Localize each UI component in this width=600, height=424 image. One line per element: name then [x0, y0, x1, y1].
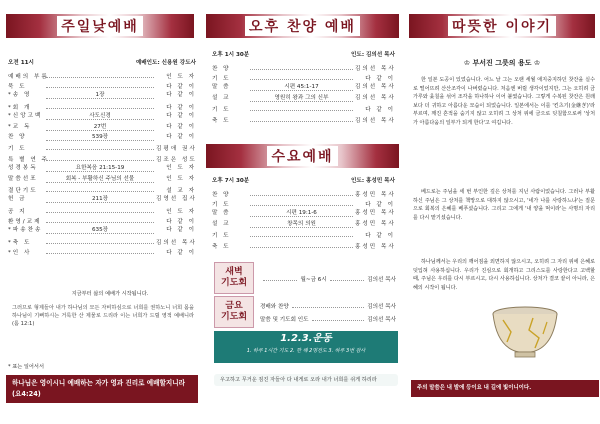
service-item-label: 기 도 — [212, 107, 231, 114]
service-row — [8, 205, 196, 215]
service-item-label: 말 씀 — [212, 84, 231, 91]
wednesday-meta — [212, 176, 395, 187]
service-item-detail — [250, 103, 353, 111]
service-row — [212, 219, 395, 229]
service-item-leader: 홍성민 목사 — [355, 220, 396, 227]
service-item-detail — [250, 62, 353, 70]
service-row — [8, 142, 196, 152]
service-row — [212, 103, 395, 113]
service-item-detail — [250, 114, 353, 122]
service-row — [212, 114, 395, 124]
service-item-detail: 211장 — [46, 195, 154, 203]
afternoon-order-of-service — [212, 50, 395, 124]
dawn-prayer-line — [260, 275, 396, 283]
service-item-leader: 다 같 이 — [365, 75, 395, 82]
middle-column — [206, 0, 399, 424]
service-item-label: 기 도 — [212, 201, 231, 208]
right-column — [405, 0, 600, 424]
service-item-detail — [250, 72, 353, 80]
service-item-label: *교 독 — [8, 123, 32, 130]
service-item-detail — [46, 184, 154, 192]
friday-who-1: 김의선 목사 — [367, 304, 396, 310]
service-item-leader: 인 도 자 — [166, 165, 196, 172]
service-row — [8, 111, 196, 121]
service-row — [8, 122, 196, 132]
service-item-leader: 설 교 자 — [166, 187, 196, 194]
service-item-label: *신앙고백 — [8, 113, 43, 120]
service-item-label: 공 지 — [8, 208, 27, 215]
bottom-quote-middle: 우고하고 무거운 짐진 자들아 다 내게로 오라 내가 너희를 쉬게 하리라 — [214, 374, 398, 386]
story-paragraph-2: 베드로는 주님을 세 번 부인한 깊은 상처를 지닌 사람이었습니다. 그러나 부활하신 주님은 그 상처를 책망으로 대하지 않으시고, '네가 나를 사랑하느냐'는 질문으로 회복의 은혜를 베푸셨습니다. 그리고 그에게 '내 양을 먹이라'는 사명의 자리를 다시 맡기셨습니다. — [413, 189, 595, 221]
afternoon-service-header — [206, 14, 399, 38]
service-item-leader: 다 같 이 — [166, 123, 196, 130]
service-item-label: 찬 양 — [212, 65, 231, 72]
friday-item-1: 경배와 찬양 — [260, 304, 289, 310]
service-item-label: 기 도 — [212, 233, 231, 240]
service-row — [8, 70, 196, 80]
service-row — [8, 163, 196, 173]
service-item-label: 묵 도 — [8, 83, 27, 90]
service-item-leader: 김평애 권사 — [156, 146, 197, 153]
sunday-time: 오전 11시 — [8, 60, 34, 66]
service-item-leader: 다 같 이 — [365, 233, 395, 240]
service-item-leader: 다 같 이 — [166, 133, 196, 140]
service-item-detail — [46, 236, 154, 244]
service-item-label: 말 씀 — [212, 210, 231, 217]
service-item-detail: 시편 19:1-6 — [250, 209, 353, 217]
service-item-label: 찬 양 — [212, 191, 231, 198]
service-item-detail: 창목의 의원 — [250, 220, 353, 228]
friday-prayer-label: 금요 기도회 — [214, 296, 254, 328]
service-item-detail — [46, 142, 154, 150]
service-item-label: *인 사 — [8, 250, 32, 257]
service-item-detail: 635장 — [46, 226, 154, 234]
service-item-detail: 요한복음 21:15-19 — [46, 164, 154, 172]
service-row — [8, 80, 196, 90]
service-item-detail — [46, 215, 154, 223]
friday-line-2 — [260, 315, 396, 323]
service-item-leader: 홍성민 목사 — [355, 210, 396, 217]
closing-line: 지금부터 삶의 예배가 시작됩니다. — [71, 291, 149, 297]
service-item-label: 축 도 — [212, 243, 231, 250]
service-item-label: 헌 금 — [8, 196, 27, 203]
afternoon-rows — [212, 62, 395, 124]
dawn-who: 김의선 목사 — [367, 277, 397, 283]
service-item-leader: 다 같 이 — [166, 250, 196, 257]
sunday-order-of-service — [8, 58, 196, 257]
service-row — [212, 62, 395, 72]
service-item-leader: 다 같 이 — [166, 92, 196, 99]
service-row — [212, 240, 395, 250]
service-row — [212, 208, 395, 218]
sunday-leaders: 예배인도: 신용원 강도사 — [135, 60, 196, 66]
service-row — [8, 90, 196, 100]
service-row — [8, 225, 196, 235]
service-row — [8, 184, 196, 194]
service-item-leader: 다 같 이 — [365, 201, 395, 208]
friday-line-1 — [260, 302, 396, 310]
service-item-detail — [250, 240, 353, 248]
service-row — [212, 188, 395, 198]
service-item-leader: 다 같 이 — [365, 107, 395, 114]
sunday-service-title: 주일낮예배 — [57, 16, 143, 36]
afternoon-service-title: 오후 찬양 예배 — [245, 16, 360, 36]
service-item-label: 예배의 부름 — [8, 73, 49, 80]
afternoon-meta — [212, 50, 395, 61]
service-item-detail: 시편 45:1-17 — [250, 83, 353, 91]
afternoon-leader: 인도: 김의선 목사 — [351, 52, 395, 58]
service-row — [8, 194, 196, 204]
standing-footnote: * 표는 일어서서 — [8, 364, 44, 370]
service-item-detail — [46, 246, 154, 254]
story-paragraph-1: 한 일본 도공이 있었습니다. 어느 날 그는 오랜 세월 애지중지하던 찻잔을 실수로 떨어뜨려 산산조각이 나버렸습니다. 처음엔 버릴 생각이었지만, 그는 오히려 금 가루와 옻칠을 섞어 조각을 하나하나 이어 붙였습니다. 그렇게 수복된 찻잔은 원래보다 더 귀하고 아름다운 모습이 되었습니다. 일본에서는 이를 '킨츠기(金継ぎ)'라 부르며, 깨진 흔적을 숨기지 않고 오히려 그 상처 위에 금으로 덧칠함으로써 '상처가 아름다움의 일부가 되게 한다'고 여깁니다. — [413, 77, 595, 126]
service-item-leader: 인 도 자 — [166, 73, 196, 80]
service-item-detail: 영원히 왕과 그의 신부 — [250, 94, 353, 102]
service-row — [8, 174, 196, 184]
service-item-label: *회 개 — [8, 104, 32, 111]
prayer-verse: 그러므로 형제들아 내가 하나님의 모든 자비하심으로 너희를 권하노니 너희 몸을 하나님이 기뻐하시는 거룩한 산 제물로 드리라 이는 너희가 드릴 영적 예배니라(롬 12:1) — [12, 305, 194, 327]
service-row — [8, 215, 196, 225]
service-item-label: 축 도 — [212, 117, 231, 124]
story-paragraph-3: 하나님께서는 우리의 깨어짐을 외면하지 않으시고, 오히려 그 자리 위에 은혜로 덧입혀 사용하십니다. 우리가 진심으로 회개하고 그리스도를 사랑한다고 고백할 때, 주님은 우리를 다시 부르시고, 다시 사용하십니다. 상처가 결코 끝이 아니라, 은혜의 시작이 됩니다. — [413, 259, 595, 291]
service-item-label: 설 교 — [212, 94, 231, 101]
service-item-label: 말씀선포 — [8, 175, 38, 182]
service-row — [212, 82, 395, 92]
service-item-label: 특 별 연 주 — [8, 156, 49, 163]
service-item-label: 결단기도 — [8, 187, 38, 194]
dawn-time: 월~금 6시 — [300, 277, 327, 283]
service-item-leader: 홍성민 목사 — [355, 243, 396, 250]
service-item-label: 성경봉독 — [8, 165, 38, 172]
service-item-detail: 사도신경 — [46, 112, 154, 120]
service-item-label: 설 교 — [212, 220, 231, 227]
service-row — [212, 72, 395, 82]
service-row — [8, 236, 196, 246]
sunday-service-header — [6, 14, 194, 38]
service-item-detail — [46, 153, 154, 161]
friday-who-2: 김의선 목사 — [367, 317, 396, 323]
service-item-leader: 김의선 목사 — [355, 65, 396, 72]
green-campaign-box — [214, 331, 398, 363]
service-item-detail: 1장 — [46, 91, 154, 99]
friday-item-2: 말씀 및 기도회 인도 — [260, 317, 309, 323]
dawn-prayer-label: 새벽 기도회 — [214, 262, 254, 294]
left-column — [0, 0, 200, 424]
service-item-detail — [250, 198, 353, 206]
service-item-leader: 인 도 자 — [166, 208, 196, 215]
service-item-leader: 김의선 목사 — [355, 84, 396, 91]
service-item-detail — [250, 229, 353, 237]
wednesday-service-header — [206, 144, 399, 168]
bottom-banner-right: 주의 말씀은 내 발에 등이요 내 길에 빛이니이다. — [411, 380, 599, 397]
service-item-leader: 다 같 이 — [166, 113, 196, 120]
service-item-detail — [46, 80, 154, 88]
service-item-leader: 홍성민 목사 — [355, 191, 396, 198]
kintsugi-bowl-icon — [489, 304, 561, 360]
wednesday-leader: 인도: 홍성민 목사 — [351, 178, 395, 184]
service-item-detail: 회복 - 부활하신 주님의 선물 — [46, 175, 154, 183]
wednesday-service-title: 수요예배 — [267, 146, 337, 166]
service-row — [8, 153, 196, 163]
service-item-label: *축 도 — [8, 239, 32, 246]
service-item-leader: 김의선 목사 — [355, 94, 396, 101]
service-item-leader: 김의선 목사 — [355, 117, 396, 124]
service-item-label: 기 도 — [212, 75, 231, 82]
service-row — [212, 229, 395, 239]
service-item-label: *파송찬송 — [8, 227, 43, 234]
wednesday-rows — [212, 188, 395, 250]
service-row — [8, 101, 196, 111]
service-item-leader: 다 같 이 — [166, 219, 196, 226]
service-item-detail: 539장 — [46, 133, 154, 141]
service-row — [8, 246, 196, 256]
campaign-subtitle: 1. 하루 1시간 기도 2. 한 해 2명전도 3. 하루 3번 감사 — [246, 348, 366, 354]
service-item-leader: 김의선 목사 — [156, 239, 197, 246]
service-item-label: 찬 양 — [8, 133, 27, 140]
service-item-detail: 27번 — [46, 123, 154, 131]
service-item-leader: 다 같 이 — [166, 104, 196, 111]
sunday-rows — [8, 70, 196, 257]
service-item-leader: 김영선 집사 — [156, 196, 197, 203]
service-item-label: 환영/교제 — [8, 219, 42, 226]
service-row — [212, 93, 395, 103]
bottom-banner-left: 하나님은 영이시니 예배하는 자가 영과 진리로 예배할지니라 (요4:24) — [6, 375, 198, 403]
service-item-detail — [46, 101, 154, 109]
service-item-detail — [46, 70, 154, 78]
warm-story-header — [409, 14, 595, 38]
story-title: ♔ 부서진 그릇의 용도 ♔ — [463, 59, 541, 67]
campaign-title: 1.2.3.운동 — [280, 333, 332, 344]
wednesday-time: 오후 7시 30분 — [212, 178, 250, 184]
service-item-leader: 다 같 이 — [166, 227, 196, 234]
service-row — [212, 198, 395, 208]
service-item-leader: 다 같 이 — [166, 83, 196, 90]
service-item-leader: 인 도 자 — [166, 175, 196, 182]
wednesday-order-of-service — [212, 176, 395, 250]
service-row — [8, 132, 196, 142]
service-item-label: *송 영 — [8, 92, 32, 99]
service-item-leader: 김조은 성도 — [156, 156, 197, 163]
sunday-meta — [8, 58, 196, 69]
afternoon-time: 오후 1시 30분 — [212, 52, 250, 58]
service-item-detail — [46, 205, 154, 213]
service-item-label: 기 도 — [8, 146, 27, 153]
warm-story-title: 따뜻한 이야기 — [448, 16, 556, 36]
service-item-detail — [250, 188, 353, 196]
